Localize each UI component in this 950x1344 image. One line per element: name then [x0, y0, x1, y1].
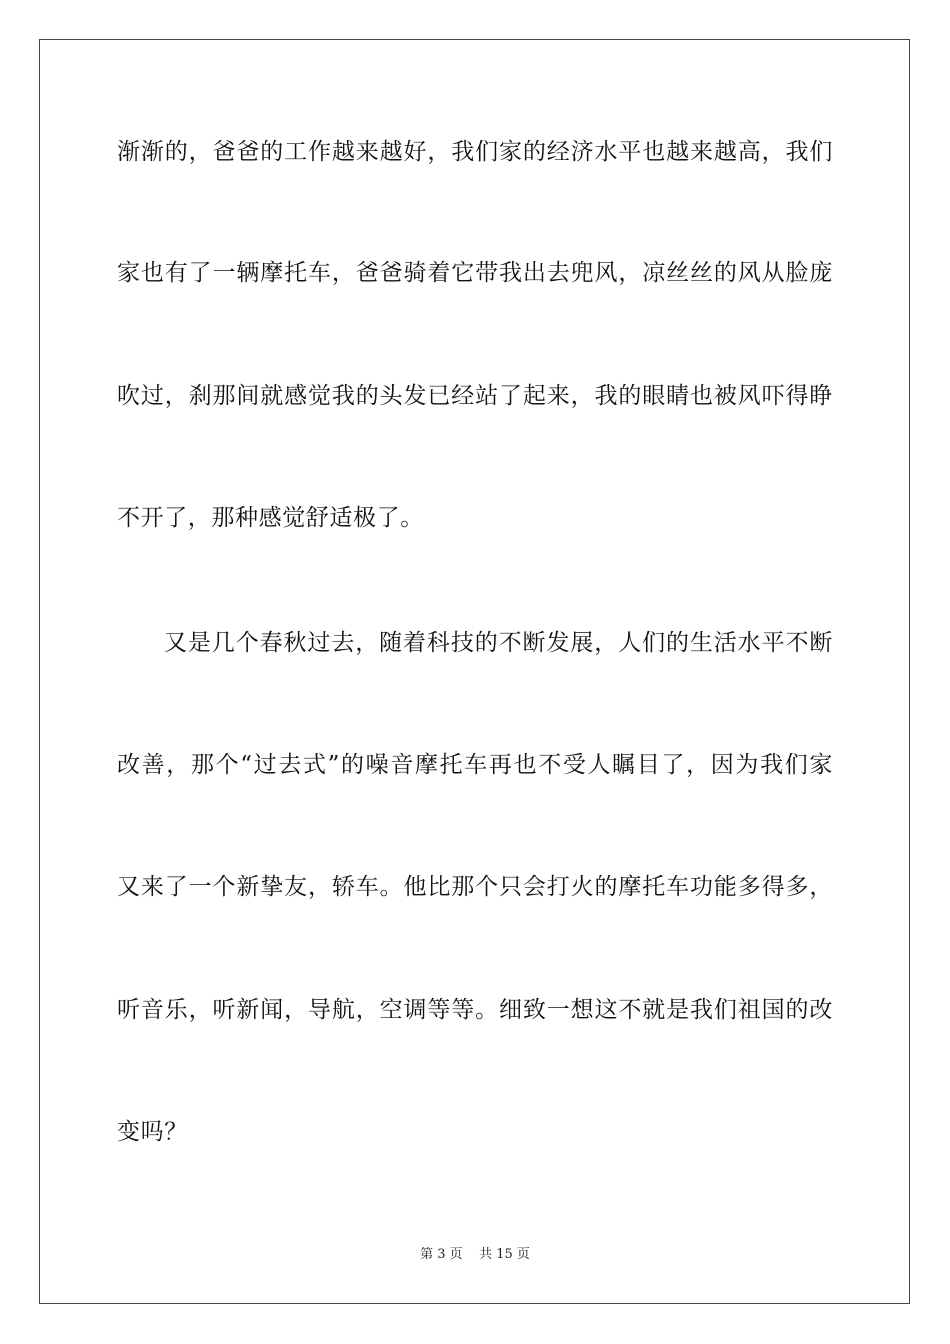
paragraph-2-line-1: 又是几个春秋过去，随着科技的不断发展，人们的生活水平不断: [164, 630, 833, 656]
paragraph-2-line-3: 又来了一个新挚友，轿车。他比那个只会打火的摩托车功能多得多，: [117, 874, 833, 900]
paragraph-1-line-3: 吹过，刹那间就感觉我的头发已经站了起来，我的眼睛也被风吓得睁: [117, 383, 833, 409]
paragraph-2-line-2: 改善，那个“过去式”的噪音摩托车再也不受人瞩目了，因为我们家: [117, 752, 833, 778]
page-number-footer: 第 3 页 共 15 页: [420, 1247, 530, 1262]
paragraph-1-line-1: 渐渐的，爸爸的工作越来越好，我们家的经济水平也越来越高，我们: [117, 139, 833, 165]
paragraph-2-line-5: 变吗？: [117, 1119, 188, 1145]
page-border: [39, 39, 910, 1304]
paragraph-2-line-4: 听音乐，听新闻，导航，空调等等。细致一想这不就是我们祖国的改: [117, 997, 833, 1023]
paragraph-1-line-4: 不开了，那种感觉舒适极了。: [117, 505, 424, 531]
paragraph-1-line-2: 家也有了一辆摩托车，爸爸骑着它带我出去兜风，凉丝丝的风从脸庞: [117, 260, 833, 286]
